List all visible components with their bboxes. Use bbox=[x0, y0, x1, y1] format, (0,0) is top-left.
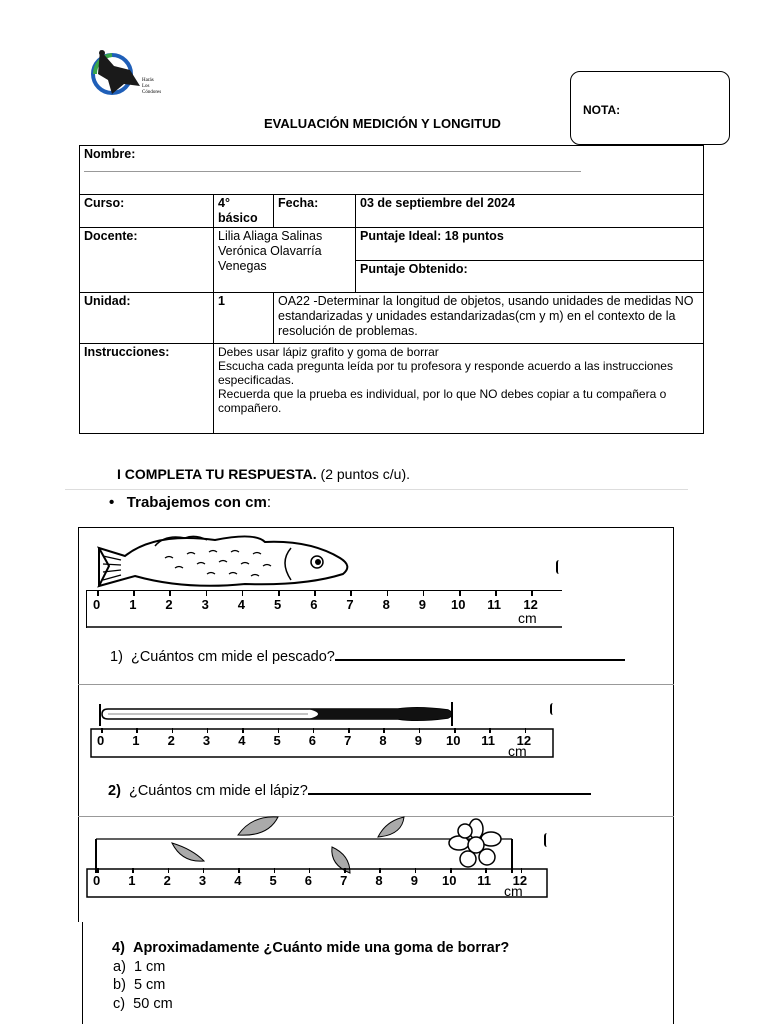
pencil-drawing bbox=[98, 700, 458, 730]
ruler-tick-label: 11 bbox=[477, 873, 492, 888]
answer-line-1[interactable] bbox=[335, 647, 625, 661]
ruler-1 bbox=[86, 590, 562, 628]
fecha-value: 03 de septiembre del 2024 bbox=[356, 195, 704, 228]
fecha-label: Fecha: bbox=[274, 195, 356, 228]
curso-value: 4° básico bbox=[214, 195, 274, 228]
ruler-unit: cm bbox=[508, 743, 527, 759]
puntaje-ideal: Puntaje Ideal: 18 puntos bbox=[356, 228, 704, 261]
instrucciones-text: Debes usar lápiz grafito y goma de borrar Escucha cada pregunta leída por tu profesora y responde acuerdo a las instrucciones especificadas. Recuerda que la prueba es individual, por lo que NO debes copiar a tu compañera o compañero. bbox=[214, 344, 704, 434]
ruler-tick bbox=[531, 590, 533, 596]
ruler-tick bbox=[278, 590, 280, 596]
ruler-tick bbox=[423, 590, 425, 596]
ruler-tick-label: 1 bbox=[128, 873, 136, 888]
question-1: 1) ¿Cuántos cm mide el pescado? bbox=[110, 647, 625, 665]
ruler-tick bbox=[350, 590, 352, 596]
instrucciones-label: Instrucciones: bbox=[80, 344, 214, 434]
fish-drawing bbox=[95, 530, 355, 592]
ruler-tick-label: 3 bbox=[198, 873, 207, 888]
divider bbox=[65, 489, 688, 490]
ruler-tick-label: 8 bbox=[382, 597, 390, 612]
ruler-tick-label: 11 bbox=[481, 733, 496, 748]
ruler-tick-label: 8 bbox=[375, 873, 383, 888]
ruler-tick-label: 2 bbox=[163, 873, 171, 888]
ruler-tick-label: 9 bbox=[414, 733, 422, 748]
ruler-tick-label: 0 bbox=[93, 597, 101, 612]
frame-right-border bbox=[673, 922, 674, 1024]
ruler-tick-label: 9 bbox=[418, 597, 427, 612]
ruler-tick-label: 12 bbox=[523, 597, 538, 612]
docente-value: Lilia Aliaga Salinas Verónica Olavarría Venegas bbox=[214, 228, 356, 293]
ruler-2 bbox=[90, 728, 554, 758]
ruler-tick-label: 7 bbox=[346, 597, 354, 612]
ruler-tick-label: 7 bbox=[344, 733, 352, 748]
ruler-tick-label: 6 bbox=[308, 733, 317, 748]
name-line[interactable] bbox=[84, 170, 581, 172]
ruler-tick-label: 10 bbox=[442, 873, 457, 888]
ruler-tick-label: 12 bbox=[512, 873, 528, 888]
ruler-tick bbox=[459, 590, 461, 596]
ruler-tick-label: 3 bbox=[201, 597, 209, 612]
ruler-tick-label: 4 bbox=[234, 873, 242, 888]
ruler-tick-label: 0 bbox=[97, 733, 105, 748]
page-title: EVALUACIÓN MEDICIÓN Y LONGITUD bbox=[264, 116, 501, 131]
ruler-tick bbox=[133, 590, 135, 596]
ruler-tick-label: 1 bbox=[129, 597, 137, 612]
answer-line-2[interactable] bbox=[308, 781, 591, 795]
ruler-tick bbox=[206, 590, 208, 596]
school-logo bbox=[90, 44, 146, 100]
grade-label: NOTA: bbox=[583, 103, 621, 117]
cropped-mark bbox=[550, 703, 556, 715]
bullet-trabajemos: • Trabajemos con cm: bbox=[109, 494, 271, 511]
ruler-tick-label: 4 bbox=[237, 597, 246, 612]
option-a[interactable]: a) 1 cm bbox=[113, 959, 166, 975]
ruler-tick-label: 9 bbox=[410, 873, 418, 888]
ruler-tick bbox=[242, 590, 244, 596]
logo-text: Harás Los Cóndores bbox=[142, 78, 162, 95]
ruler-tick-label: 10 bbox=[446, 733, 461, 748]
ruler-unit: cm bbox=[518, 610, 537, 626]
ruler-tick-label: 3 bbox=[202, 733, 211, 748]
name-cell bbox=[80, 146, 704, 195]
option-c[interactable]: c) 50 cm bbox=[113, 996, 173, 1012]
ruler-tick-label: 12 bbox=[516, 733, 532, 748]
ruler-tick-label: 2 bbox=[165, 597, 173, 612]
objetivo-text: OA22 -Determinar la longitud de objetos, usando unidades de medidas NO estandarizadas y unidades estandarizadas(cm y m) en el contexto de la resolución de problemas. bbox=[274, 293, 704, 344]
name-label: Nombre: bbox=[84, 147, 136, 161]
ruler-tick-label: 10 bbox=[451, 597, 466, 612]
question-4: 4) Aproximadamente ¿Cuánto mide una goma de borrar? bbox=[112, 940, 510, 956]
ruler-tick-label: 11 bbox=[487, 597, 501, 612]
option-b[interactable]: b) 5 cm bbox=[113, 977, 166, 993]
ruler-3 bbox=[86, 868, 548, 898]
ruler-tick-label: 0 bbox=[93, 873, 101, 888]
ruler-tick bbox=[495, 590, 497, 596]
unidad-value: 1 bbox=[214, 293, 274, 344]
puntaje-obtenido: Puntaje Obtenido: bbox=[356, 261, 704, 293]
ruler-tick-label: 2 bbox=[167, 733, 175, 748]
ruler-tick-label: 7 bbox=[340, 873, 348, 888]
ruler-tick-label: 5 bbox=[273, 733, 281, 748]
curso-label: Curso: bbox=[80, 195, 214, 228]
cropped-mark bbox=[556, 560, 562, 574]
bullet-dot: • bbox=[109, 494, 127, 511]
info-table bbox=[79, 145, 704, 434]
ruler-tick-label: 1 bbox=[132, 733, 140, 748]
ruler-tick bbox=[387, 590, 389, 596]
section-heading: I COMPLETA TU RESPUESTA. (2 puntos c/u). bbox=[117, 466, 411, 482]
ruler-tick-label: 6 bbox=[310, 597, 318, 612]
ruler-tick-label: 5 bbox=[269, 873, 277, 888]
ruler-tick-label: 8 bbox=[379, 733, 387, 748]
ruler-tick-label: 6 bbox=[304, 873, 313, 888]
ruler-tick-label: 4 bbox=[238, 733, 246, 748]
separator-1 bbox=[78, 684, 674, 685]
cropped-mark bbox=[544, 833, 550, 847]
ruler-tick bbox=[314, 590, 316, 596]
ruler-tick-label: 5 bbox=[274, 597, 282, 612]
docente-label: Docente: bbox=[80, 228, 214, 293]
ruler-tick bbox=[97, 590, 99, 596]
ruler-unit: cm bbox=[504, 883, 523, 899]
question-2: 2) ¿Cuántos cm mide el lápiz? bbox=[108, 781, 591, 799]
ruler-tick bbox=[169, 590, 171, 596]
unidad-label: Unidad: bbox=[80, 293, 214, 344]
frame-left-border bbox=[82, 922, 83, 1024]
